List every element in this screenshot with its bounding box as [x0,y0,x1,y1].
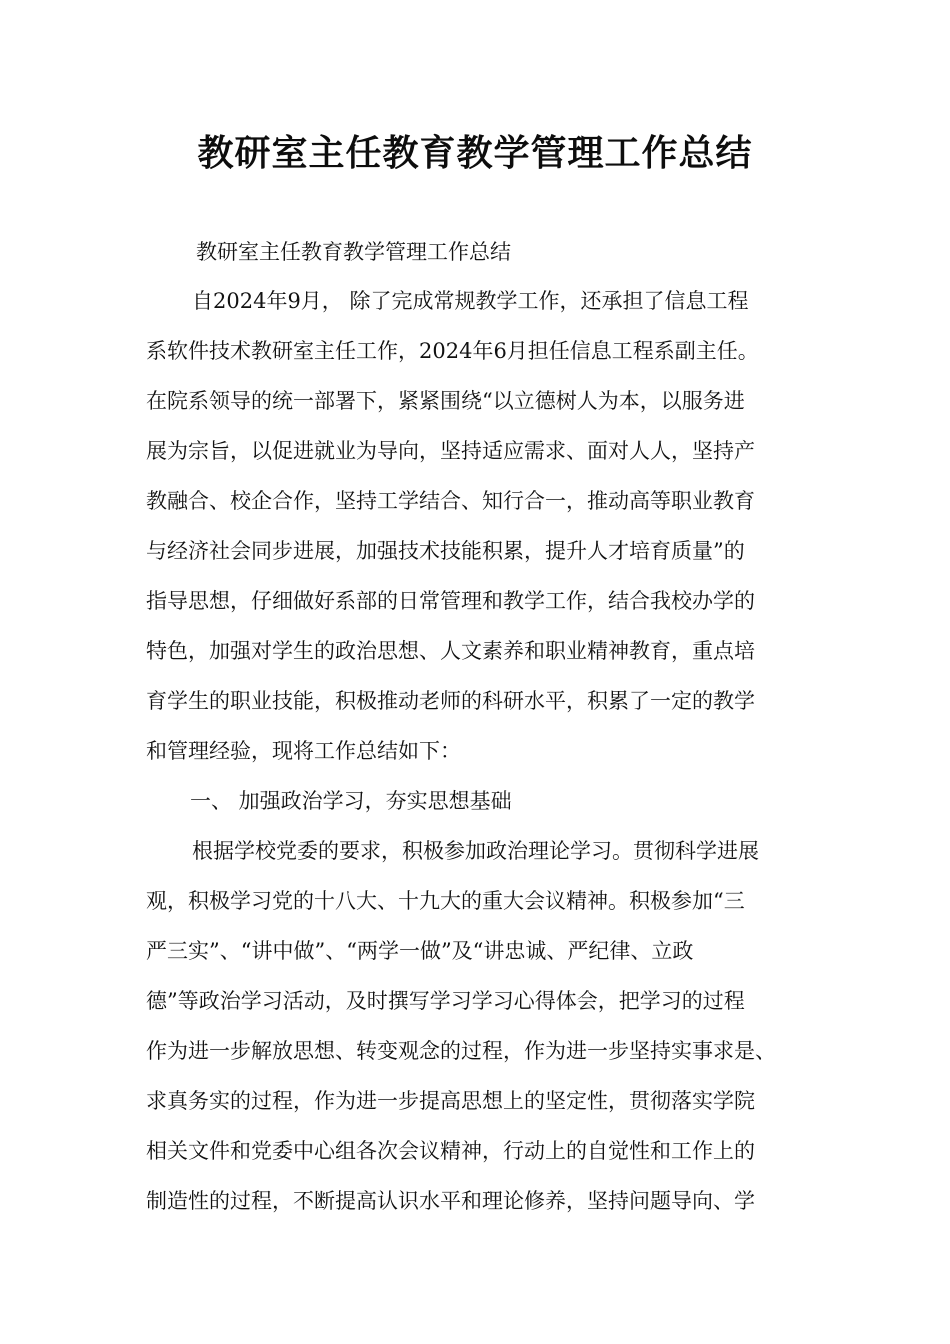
paragraph-line: 观，积极学习党的十八大、十九大的重大会议精神。积极参加“三 [146,889,745,913]
paragraph-line: 与经济社会同步进展，加强技术技能积累，提升人才培育质量”的 [146,539,745,563]
paragraph-line: 求真务实的过程，作为进一步提高思想上的坚定性，贯彻落实学院 [146,1089,755,1113]
paragraph-line: 教融合、校企合作，坚持工学结合、知行合一，推动高等职业教育 [146,489,755,513]
document-title: 教研室主任教育教学管理工作总结 [197,133,753,174]
paragraph-line: 作为进一步解放思想、转变观念的过程，作为进一步坚持实事求是、 [146,1039,776,1063]
paragraph-line: 育学生的职业技能，积极推动老师的科研水平，积累了一定的教学 [146,689,755,713]
paragraph-line: 严三实”、“讲中做”、“两学一做”及“讲忠诚、严纪律、立政 [146,939,694,963]
paragraph-line: 特色，加强对学生的政治思想、人文素养和职业精神教育，重点培 [146,639,755,663]
paragraph-line: 制造性的过程，不断提高认识水平和理论修养，坚持问题导向、学 [146,1189,755,1213]
paragraph-line: 在院系领导的统一部署下，紧紧围绕“以立德树人为本，以服务进 [146,389,745,413]
paragraph-line: 系软件技术教研室主任工作，2024年6月担任信息工程系副主任。 [146,339,759,363]
paragraph-line: 德”等政治学习活动，及时撰写学习学习心得体会，把学习的过程 [146,989,745,1013]
subtitle-line: 教研室主任教育教学管理工作总结 [196,240,511,264]
paragraph-line: 相关文件和党委中心组各次会议精神，行动上的自觉性和工作上的 [146,1139,755,1163]
paragraph-line: 根据学校党委的要求，积极参加政治理论学习。贯彻科学进展 [192,839,759,863]
paragraph-line: 和管理经验，现将工作总结如下： [146,739,461,763]
paragraph-line: 自2024年9月， 除了完成常规教学工作，还承担了信息工程 [192,289,749,313]
paragraph-line: 指导思想，仔细做好系部的日常管理和教学工作，结合我校办学的 [146,589,755,613]
section-heading: 一、 加强政治学习，夯实思想基础 [190,789,512,813]
paragraph-line: 展为宗旨，以促进就业为导向，坚持适应需求、面对人人，坚持产 [146,439,755,463]
